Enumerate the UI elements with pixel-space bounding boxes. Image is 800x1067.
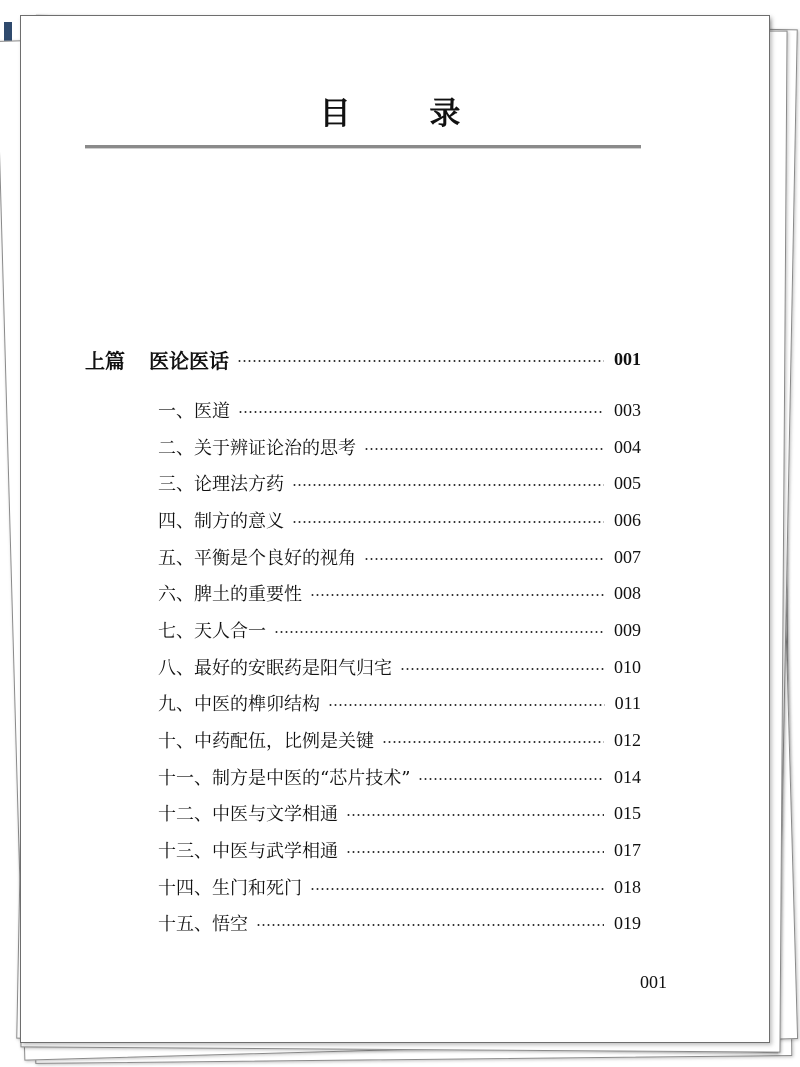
toc-entry-13[interactable] [158, 836, 641, 864]
dot-leader [274, 631, 604, 633]
toc-entry-2[interactable] [158, 433, 641, 461]
toc-entry-page-number: 017 [614, 839, 641, 860]
toc-entry-page-number: 019 [614, 912, 641, 933]
toc-entry-label: 一、医道 [158, 401, 230, 422]
toc-entry-label: 十一、制方是中医的“芯片技术” [158, 768, 411, 789]
toc-entry-1[interactable] [158, 396, 641, 424]
toc-entry-page-number: 014 [614, 766, 641, 787]
dot-leader [418, 778, 604, 780]
dot-leader [238, 411, 604, 413]
toc-entry-page-number: 007 [614, 546, 641, 567]
toc-entry-4[interactable] [158, 506, 641, 534]
dot-leader [346, 851, 604, 853]
dot-leader [310, 594, 604, 596]
toc-entry-page-number: 006 [614, 509, 641, 530]
toc-entry-label: 三、论理法方药 [158, 474, 284, 495]
toc-entry-page-number: 009 [614, 619, 641, 640]
toc-entry-label: 二、关于辨证论治的思考 [158, 438, 356, 459]
dot-leader [328, 704, 605, 706]
toc-entry-page-number: 010 [614, 656, 641, 677]
dot-leader [364, 448, 604, 450]
page-number: 001 [640, 972, 667, 992]
toc-entry-3[interactable] [158, 469, 641, 497]
dot-leader [292, 484, 604, 486]
toc-entry-label: 五、平衡是个良好的视角 [158, 548, 356, 569]
toc-entry-6[interactable] [158, 579, 641, 607]
toc-entry-9[interactable] [158, 689, 641, 717]
toc-entry-label: 九、中医的榫卯结构 [158, 694, 320, 715]
toc-entry-7[interactable] [158, 616, 641, 644]
toc-entry-page-number: 012 [614, 729, 641, 750]
toc-entry-11[interactable] [158, 763, 641, 791]
toc-entry-label: 十五、悟空 [158, 914, 248, 935]
toc-entry-page-number: 004 [614, 436, 641, 457]
toc-entry-5[interactable] [158, 543, 641, 571]
part-page-number: 001 [614, 348, 641, 369]
toc-page [20, 15, 770, 1043]
dot-leader [400, 668, 604, 670]
toc-entry-page-number: 011 [614, 692, 641, 713]
toc-entry-15[interactable] [158, 909, 641, 937]
dot-leader [346, 814, 604, 816]
toc-entry-label: 四、制方的意义 [158, 511, 284, 532]
dot-leader [310, 888, 604, 890]
toc-entry-label: 八、最好的安眠药是阳气归宅 [158, 658, 392, 679]
toc-entry-label: 十三、中医与武学相通 [158, 841, 338, 862]
page-title: 目 录 [319, 96, 495, 132]
toc-entry-page-number: 018 [614, 876, 641, 897]
toc-entry-14[interactable] [158, 873, 641, 901]
toc-entry-8[interactable] [158, 653, 641, 681]
toc-entry-label: 六、脾土的重要性 [158, 584, 302, 605]
toc-part-row[interactable] [85, 344, 641, 374]
toc-entry-label: 十、中药配伍，比例是关键 [158, 731, 374, 752]
dot-leader [382, 741, 604, 743]
toc-entry-page-number: 005 [614, 472, 641, 493]
dot-leader [256, 924, 604, 926]
toc-entry-12[interactable] [158, 799, 641, 827]
title-rule [85, 145, 641, 149]
part-name: 上篇 [85, 348, 125, 373]
toc-entry-page-number: 008 [614, 582, 641, 603]
toc-entry-10[interactable] [158, 726, 641, 754]
toc-entry-label: 七、天人合一 [158, 621, 266, 642]
part-title: 医论医话 [149, 348, 229, 373]
toc-entry-label: 十四、生门和死门 [158, 878, 302, 899]
toc-entry-label: 十二、中医与文学相通 [158, 804, 338, 825]
toc-entry-page-number: 015 [614, 802, 641, 823]
dot-leader [292, 521, 604, 523]
toc-entry-page-number: 003 [614, 399, 641, 420]
dot-leader [237, 360, 604, 362]
dot-leader [364, 558, 604, 560]
